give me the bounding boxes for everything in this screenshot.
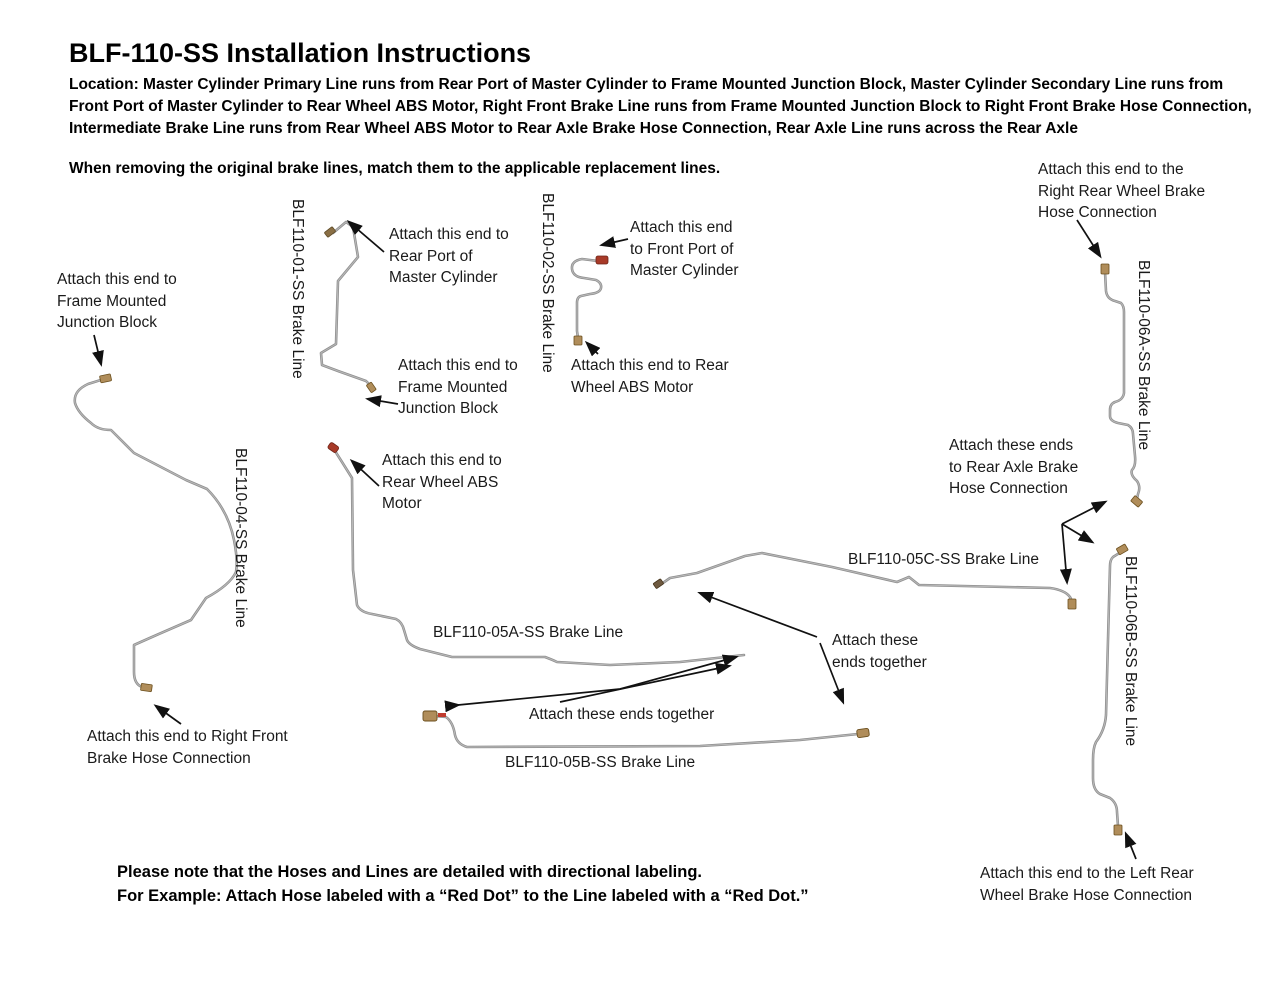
annotation-right-front-hose: Attach this end to Right Front Brake Hose Connection bbox=[87, 728, 288, 767]
part-label-blf110-05b: BLF110-05B-SS Brake Line bbox=[505, 754, 696, 771]
arrow-frame-junction-mid bbox=[368, 399, 398, 404]
fitting-05a-top-red bbox=[327, 442, 339, 453]
arrow-right-front-hose bbox=[156, 706, 181, 724]
annotation-rear-abs-05a: Attach this end to Rear Wheel ABS Motor bbox=[382, 452, 502, 512]
annotation-right-rear-hose: Attach this end to the Right Rear Wheel Brake Hose Connection bbox=[1038, 161, 1206, 221]
arrow-right-rear-hose bbox=[1077, 220, 1100, 256]
arrow-rear-abs-05a bbox=[352, 461, 379, 486]
arrow-front-port-master bbox=[602, 239, 628, 245]
annotation-ends-together-right: Attach these ends together bbox=[832, 632, 927, 671]
footer-note-line2: For Example: Attach Hose labeled with a “Red Dot” to the Line labeled with a “Red Dot.” bbox=[117, 887, 809, 905]
arrow-rear-axle-to-05c bbox=[1062, 524, 1067, 582]
fitting-06a-bottom bbox=[1131, 495, 1143, 507]
annotation-left-rear-hose: Attach this end to the Left Rear Wheel Brake Hose Connection bbox=[980, 865, 1194, 904]
location-paragraph: Location: Master Cylinder Primary Line runs from Rear Port of Master Cylinder to Frame Mounted Junction Block, Master Cylinder Secondary Line runs from Front Port of Master Cylinder to Rear Wheel ABS Motor, Right Front Brake Line runs from Frame Mounted Junction Block to Right Front Brake Hose Connection, Intermediate Brake Line runs from Rear Wheel ABS Motor to Rear Axle Brake Hose Connection, Rear Axle Line runs across the Rear Axle bbox=[69, 76, 1252, 137]
annotation-rear-axle-hose: Attach these ends to Rear Axle Brake Hose Connection bbox=[949, 437, 1079, 497]
arrow-rear-axle-to-06b bbox=[1062, 524, 1092, 542]
red-band-05b bbox=[438, 713, 446, 717]
footer-note bbox=[117, 860, 897, 908]
brake-line-04-drawing bbox=[75, 374, 237, 692]
fitting-05b-left bbox=[423, 711, 437, 721]
part-label-blf110-06a: BLF110-06A-SS Brake Line bbox=[1135, 260, 1152, 451]
fitting-04-top bbox=[99, 374, 111, 383]
annotation-rear-abs-02: Attach this end to Rear Wheel ABS Motor bbox=[571, 357, 729, 396]
fitting-06a-top bbox=[1101, 264, 1109, 274]
part-label-blf110-05a: BLF110-05A-SS Brake Line bbox=[433, 624, 624, 641]
part-label-blf110-05c: BLF110-05C-SS Brake Line bbox=[848, 551, 1039, 568]
annotation-rear-port-master: Attach this end to Rear Port of Master Cylinder bbox=[389, 226, 509, 286]
brake-line-01-drawing bbox=[321, 222, 376, 393]
page-title: BLF-110-SS Installation Instructions bbox=[69, 38, 532, 68]
fitting-01-top bbox=[324, 227, 336, 238]
brake-line-02-drawing bbox=[572, 256, 608, 345]
annotation-frame-junction-mid: Attach this end to Frame Mounted Junction Block bbox=[398, 357, 518, 417]
arrow-ends-right-to-05c bbox=[700, 593, 817, 637]
fitting-05c-right bbox=[1068, 599, 1076, 609]
fitting-05b-right bbox=[857, 728, 870, 738]
fitting-02-bottom bbox=[574, 336, 582, 345]
arrow-left-rear-hose bbox=[1126, 834, 1136, 859]
annotation-front-port-master: Attach this end to Front Port of Master Cylinder bbox=[630, 219, 739, 279]
fitting-04-bottom bbox=[140, 683, 152, 691]
arrow-rear-axle-to-06a bbox=[1062, 502, 1105, 524]
annotation-frame-junction-left: Attach this end to Frame Mounted Junction Block bbox=[57, 271, 177, 331]
footer-note-line1: Please note that the Hoses and Lines are detailed with directional labeling. bbox=[117, 863, 702, 881]
part-label-blf110-01: BLF110-01-SS Brake Line bbox=[289, 199, 306, 379]
fitting-05c-left bbox=[653, 579, 664, 589]
fitting-06b-bottom bbox=[1114, 825, 1122, 835]
annotation-ends-together-center: Attach these ends together bbox=[529, 706, 715, 723]
arrow-rear-abs-02 bbox=[587, 343, 598, 354]
part-label-blf110-02: BLF110-02-SS Brake Line bbox=[539, 193, 556, 373]
fitting-02-right-red bbox=[596, 256, 608, 264]
part-label-blf110-04: BLF110-04-SS Brake Line bbox=[232, 448, 249, 628]
matching-note: When removing the original brake lines, match them to the applicable replacement lines. bbox=[69, 160, 721, 177]
arrow-ends-together-center-2 bbox=[560, 666, 729, 702]
arrow-frame-junction-left bbox=[94, 335, 101, 364]
part-label-blf110-06b: BLF110-06B-SS Brake Line bbox=[1122, 556, 1139, 747]
